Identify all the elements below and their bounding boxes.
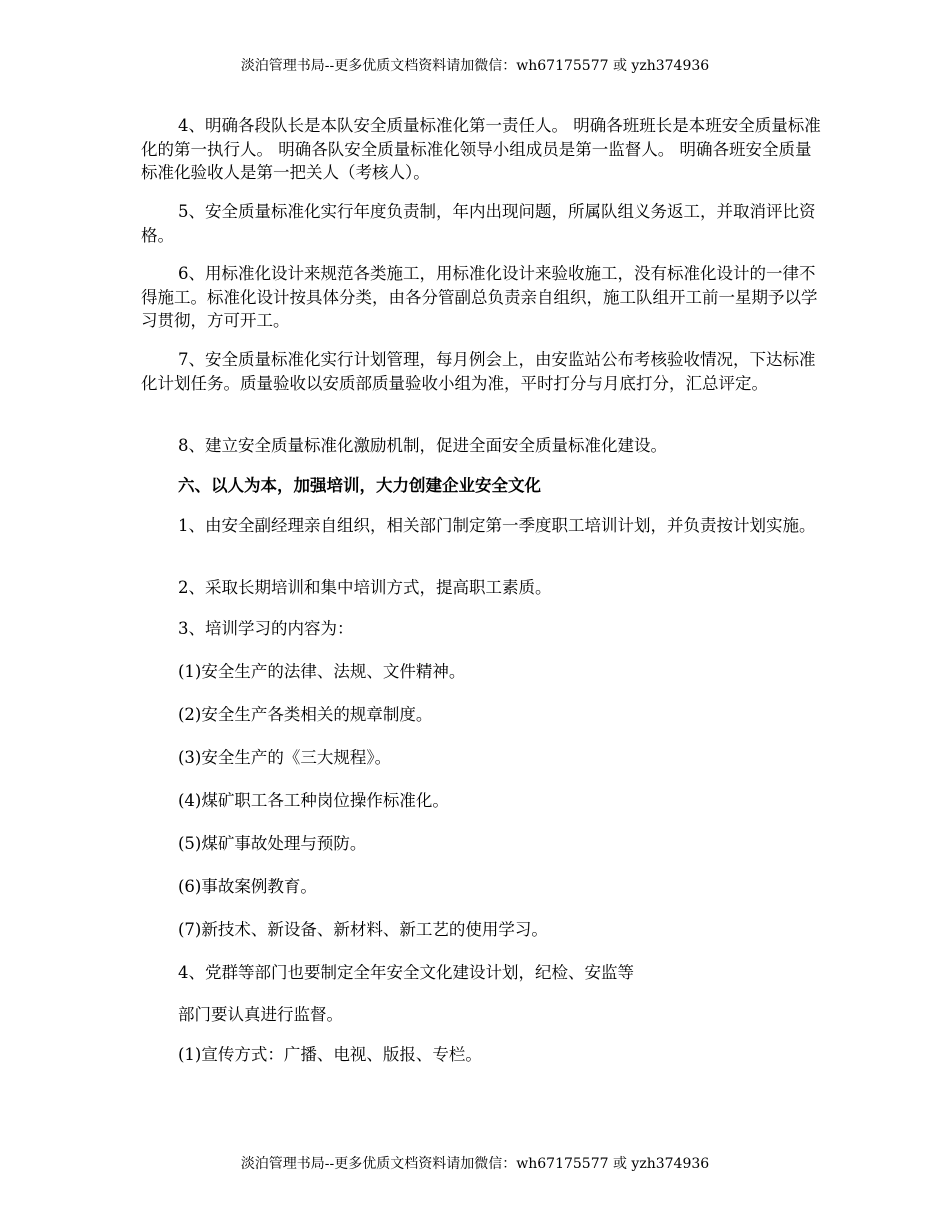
paragraph-training-2: 2、采取长期培训和集中培训方式，提高职工素质。 [178, 578, 552, 597]
list-item-publicity-1: (1)宣传方式：广播、电视、版报、专栏。 [178, 1045, 482, 1064]
paragraph-item-4-responsibility: 4、明确各段队长是本队安全质量标准化第一责任人。 明确各班班长是本班安全质量标准化的第一执行人。 明确各队安全质量标准化领导小组成员是第一监督人。 明确各班安全质量标准化验收人是第一把关人（考核人）。 [141, 116, 821, 182]
paragraph-training-1: 1、由安全副经理亲自组织，相关部门制定第一季度职工培训计划，并负责按计划实施。 [178, 516, 816, 535]
list-item-content-5: (5)煤矿事故处理与预防。 [178, 834, 367, 853]
paragraph-culture-4: 4、党群等部门也要制定全年安全文化建设计划，纪检、安监等 [178, 963, 634, 982]
page-header: 淡泊管理书局--更多优质文档资料请加微信：wh67175577 或 yzh374936 [240, 58, 710, 74]
page-footer: 淡泊管理书局--更多优质文档资料请加微信：wh67175577 或 yzh374936 [240, 1156, 710, 1172]
list-item-content-7: (7)新技术、新设备、新材料、新工艺的使用学习。 [178, 920, 548, 939]
paragraph-item-8-incentive: 8、建立安全质量标准化激励机制，促进全面安全质量标准化建设。 [178, 436, 667, 455]
list-item-content-1: (1)安全生产的法律、法规、文件精神。 [178, 662, 466, 681]
paragraph-training-3: 3、培训学习的内容为： [178, 619, 354, 638]
list-item-content-4: (4)煤矿职工各工种岗位操作标准化。 [178, 791, 449, 810]
section-heading-six: 六、以人为本，加强培训，大力创建企业安全文化 [178, 476, 541, 495]
paragraph-item-6-design: 6、用标准化设计来规范各类施工，用标准化设计来验收施工，没有标准化设计的一律不得施工。标准化设计按具体分类，由各分管副总负责亲自组织，施工队组开工前一星期予以学习贯彻，方可开工。 [141, 264, 818, 330]
paragraph-culture-4-cont: 部门要认真进行监督。 [178, 1005, 343, 1024]
list-item-content-3: (3)安全生产的《三大规程》。 [178, 748, 392, 767]
paragraph-item-7-plan: 7、安全质量标准化实行计划管理，每月例会上，由安监站公布考核验收情况，下达标准化计划任务。质量验收以安质部质量验收小组为准，平时打分与月底打分，汇总评定。 [141, 350, 816, 393]
list-item-content-2: (2)安全生产各类相关的规章制度。 [178, 705, 433, 724]
list-item-content-6: (6)事故案例教育。 [178, 877, 317, 896]
paragraph-item-5-annual: 5、安全质量标准化实行年度负责制，年内出现问题，所属队组义务返工，并取消评比资格。 [141, 202, 816, 245]
